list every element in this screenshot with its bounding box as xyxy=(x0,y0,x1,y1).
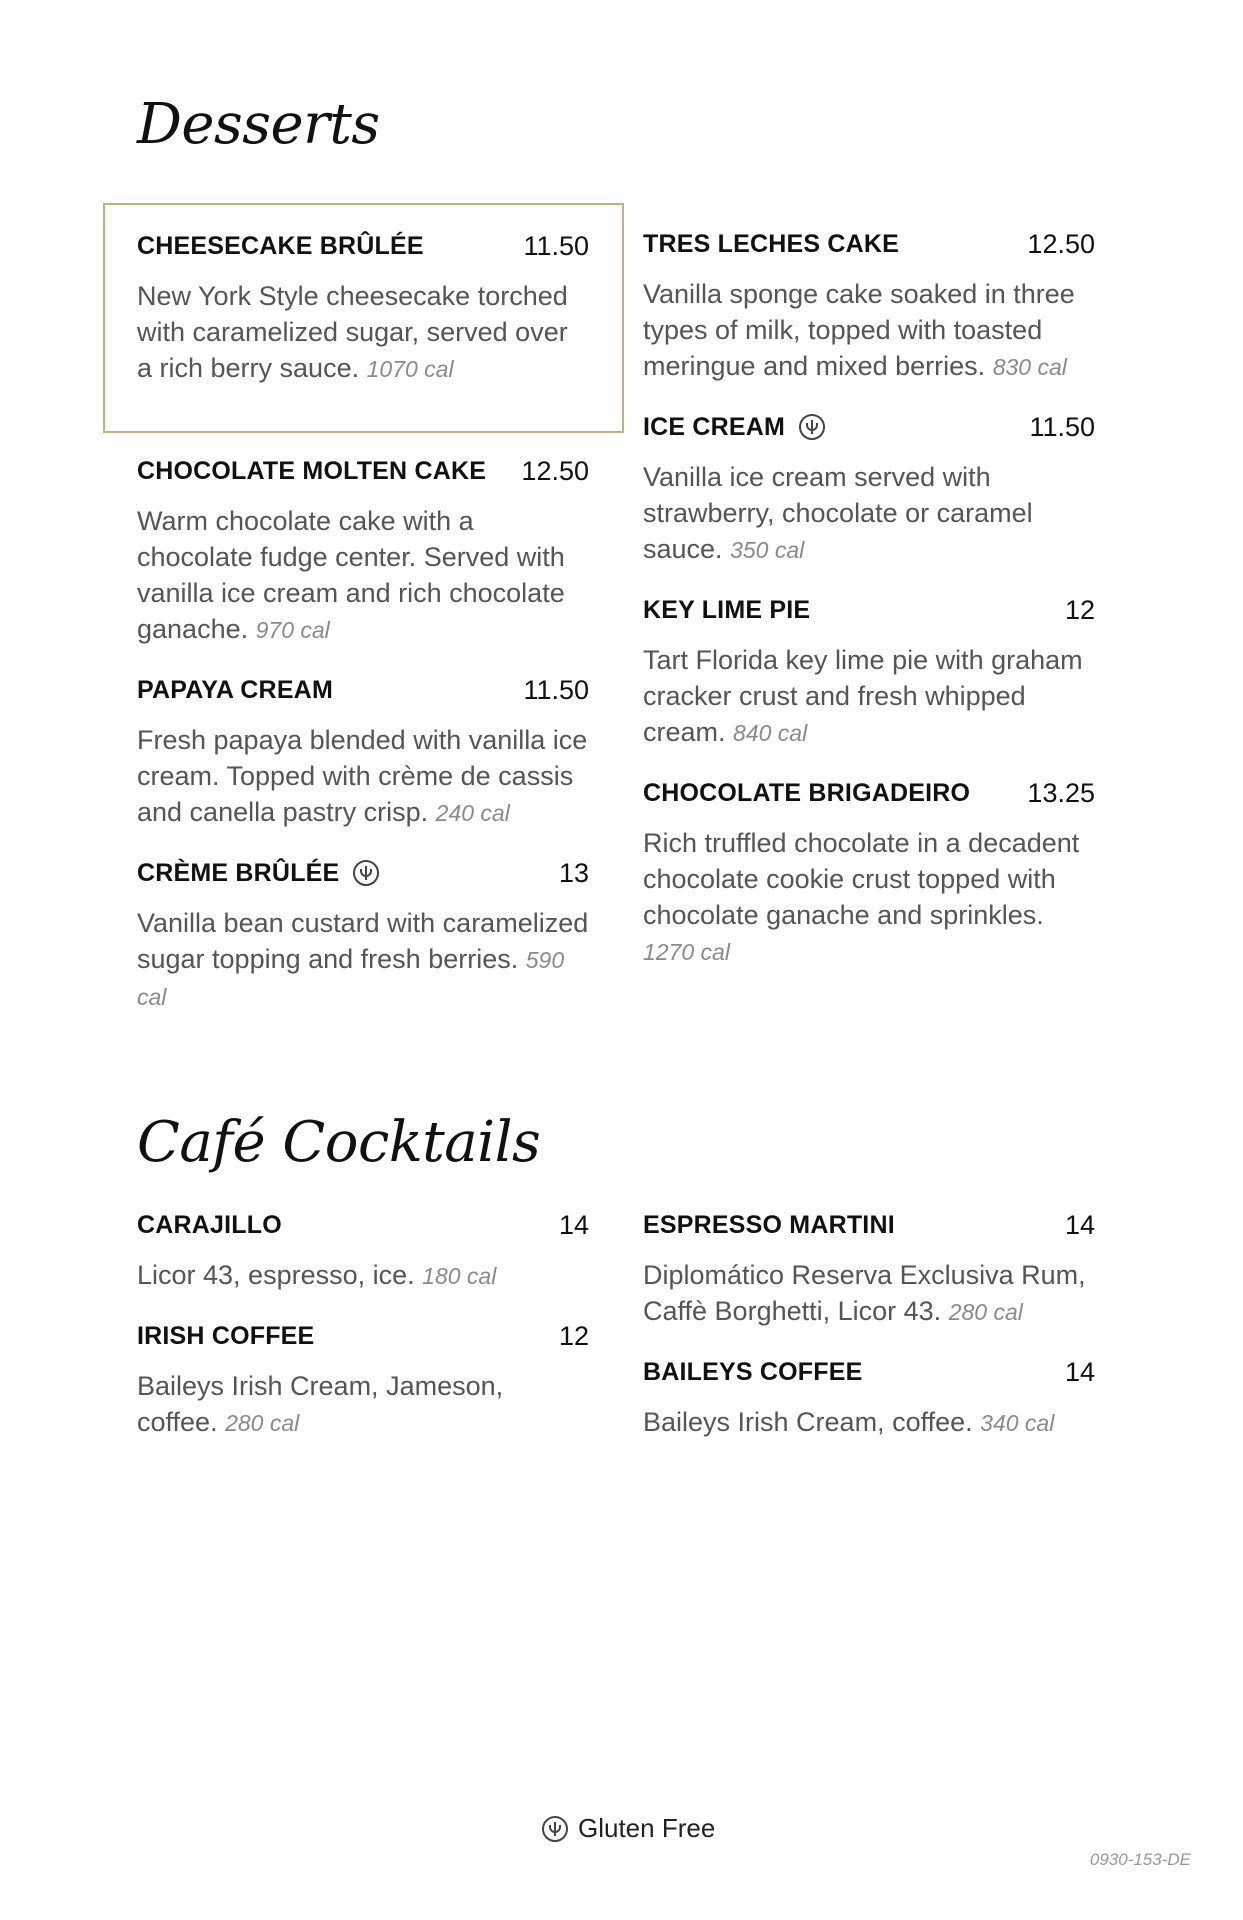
cocktails-title: Café Cocktails xyxy=(137,1110,541,1175)
gluten-free-icon xyxy=(353,860,379,886)
item-calories: 970 cal xyxy=(255,617,330,643)
item-description: Fresh papaya blended with vanilla ice cream. Topped with crème de cassis and canella pastry crisp. 240 cal xyxy=(137,725,588,827)
gluten-free-icon xyxy=(799,414,825,440)
item-calories: 1270 cal xyxy=(643,939,730,965)
item-name: CHOCOLATE BRIGADEIRO xyxy=(643,778,971,807)
item-name: ICE CREAM xyxy=(643,413,825,442)
item-name: CHOCOLATE MOLTEN CAKE xyxy=(137,456,487,485)
item-description: Diplomático Reserva Exclusiva Rum, Caffè Borghetti, Licor 43. 280 cal xyxy=(643,1260,1086,1326)
gluten-free-legend xyxy=(542,1813,715,1844)
item-price: 11.50 xyxy=(1029,411,1095,442)
gluten-free-icon xyxy=(542,1816,568,1842)
item-description: Warm chocolate cake with a chocolate fudge center. Served with vanilla ice cream and rich chocolate ganache. 970 cal xyxy=(137,506,565,644)
item-price: 11.50 xyxy=(523,674,589,705)
item-price: 14 xyxy=(558,1209,589,1240)
menu-item xyxy=(137,855,589,1015)
item-price: 12.50 xyxy=(521,455,589,486)
menu-item xyxy=(137,672,589,831)
item-description: Vanilla ice cream served with strawberry, chocolate or caramel sauce. 350 cal xyxy=(643,462,1033,564)
item-name: CHEESECAKE BRÛLÉE xyxy=(137,231,424,260)
menu-item xyxy=(643,775,1095,970)
item-name: KEY LIME PIE xyxy=(643,595,811,624)
desserts-right-column xyxy=(643,226,1095,970)
menu-code: 0930-153-DE xyxy=(1089,1850,1191,1869)
legend-label: Gluten Free xyxy=(578,1813,716,1843)
menu-item xyxy=(643,1207,1095,1330)
cocktails-left-column xyxy=(137,1207,589,1441)
item-description: New York Style cheesecake torched with caramelized sugar, served over a rich berry sauce. 1070 cal xyxy=(137,281,568,383)
menu-item xyxy=(137,453,589,648)
item-calories: 1070 cal xyxy=(366,356,454,382)
menu-item xyxy=(137,228,589,387)
item-description: Vanilla sponge cake soaked in three types of milk, topped with toasted meringue and mixed berries. 830 cal xyxy=(643,279,1075,381)
item-description: Licor 43, espresso, ice. 180 cal xyxy=(137,1260,497,1290)
item-calories: 350 cal xyxy=(730,537,805,563)
menu-item xyxy=(137,1318,589,1441)
item-price: 14 xyxy=(1064,1209,1095,1240)
item-calories: 280 cal xyxy=(948,1299,1023,1325)
item-description: Tart Florida key lime pie with graham cracker crust and fresh whipped cream. 840 cal xyxy=(643,645,1083,747)
item-calories: 830 cal xyxy=(992,354,1067,380)
item-calories: 280 cal xyxy=(225,1410,300,1436)
item-price: 12.50 xyxy=(1027,228,1095,259)
item-price: 13.25 xyxy=(1027,777,1095,808)
item-description: Baileys Irish Cream, coffee. 340 cal xyxy=(643,1407,1055,1437)
item-name: TRES LECHES CAKE xyxy=(643,229,900,258)
item-price: 11.50 xyxy=(523,230,589,261)
item-description: Vanilla bean custard with caramelized sugar topping and fresh berries. 590 cal xyxy=(137,908,589,1010)
item-name: IRISH COFFEE xyxy=(137,1321,315,1350)
item-price: 13 xyxy=(558,857,589,888)
item-name: PAPAYA CREAM xyxy=(137,675,333,704)
item-calories: 590 cal xyxy=(137,947,565,1010)
desserts-left-column xyxy=(137,228,589,1015)
item-name: ESPRESSO MARTINI xyxy=(643,1210,895,1239)
item-price: 12 xyxy=(558,1320,589,1351)
item-price: 12 xyxy=(1064,594,1095,625)
menu-item xyxy=(137,1207,589,1294)
item-calories: 340 cal xyxy=(980,1410,1055,1436)
menu-item xyxy=(643,1354,1095,1441)
item-price: 14 xyxy=(1064,1356,1095,1387)
item-name: BAILEYS COFFEE xyxy=(643,1357,863,1386)
item-name: CARAJILLO xyxy=(137,1210,282,1239)
menu-item xyxy=(643,409,1095,568)
item-description: Rich truffled chocolate in a decadent chocolate cookie crust topped with chocolate ganache and sprinkles. 1270 cal xyxy=(643,828,1080,965)
cocktails-right-column xyxy=(643,1207,1095,1441)
item-description: Baileys Irish Cream, Jameson, coffee. 280 cal xyxy=(137,1371,504,1437)
item-calories: 240 cal xyxy=(435,800,510,826)
menu-item xyxy=(643,592,1095,751)
desserts-title: Desserts xyxy=(137,92,380,157)
item-name: CRÈME BRÛLÉE xyxy=(137,859,379,888)
menu-item xyxy=(643,226,1095,385)
item-calories: 180 cal xyxy=(422,1263,497,1289)
item-calories: 840 cal xyxy=(733,720,808,746)
